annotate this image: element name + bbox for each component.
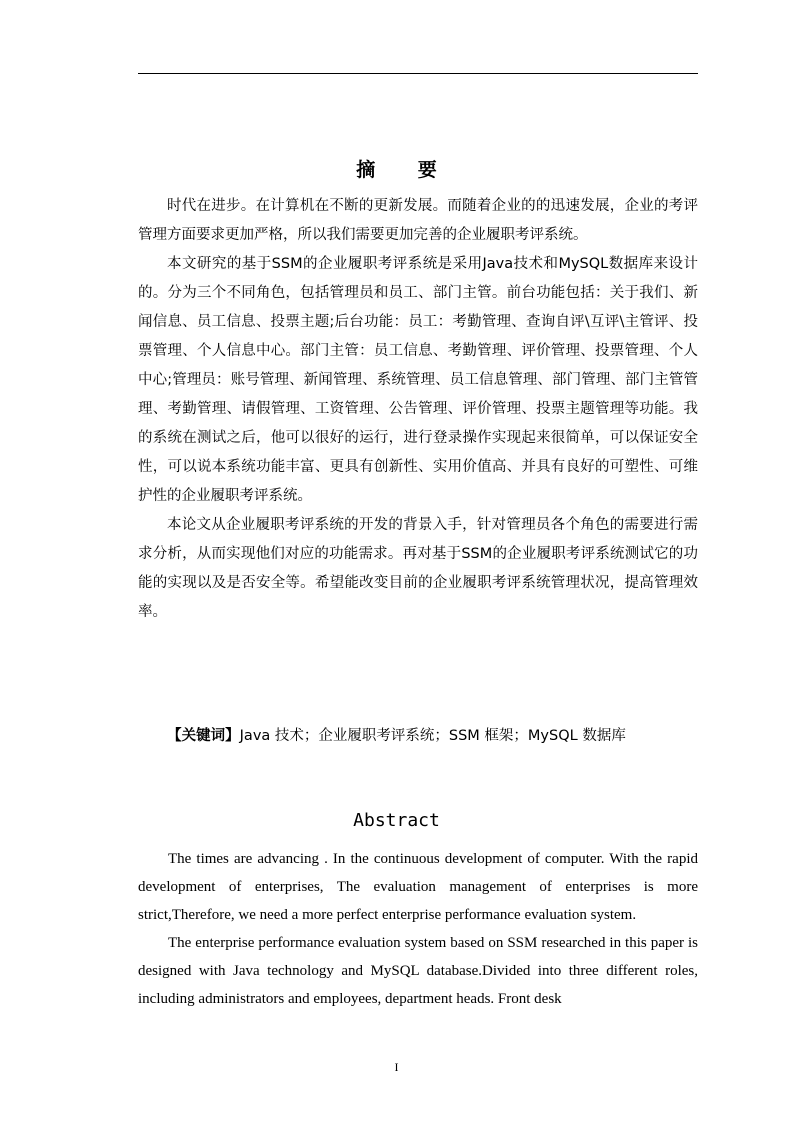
page-number: I: [394, 1060, 399, 1074]
abstract-cn-paragraph-2: 本文研究的基于SSM的企业履职考评系统是采用Java技术和MySQL数据库来设计的。分为三个不同角色，包括管理员和员工、部门主管。前台功能包括：关于我们、新闻信息、员工信息、投票主题;后台功能：员工：考勤管理、查询自评\互评\主管评、投票管理、个人信息中心。部门主管：员工信息、考勤管理、评价管理、投票管理、个人中心;管理员：账号管理、新闻管理、系统管理、员工信息管理、部门管理、部门主管管理、考勤管理、请假管理、工资管理、公告管理、评价管理、投票主题管理等功能。我的系统在测试之后，他可以很好的运行，进行登录操作实现起来很简单，可以保证安全性，可以说本系统功能丰富、更具有创新性、实用价值高、并具有良好的可塑性、可维护性的企业履职考评系统。: [138, 256, 698, 504]
abstract-en-paragraph-1: The times are advancing . In the continuous development of computer. With the rapid development of enterprises, The evaluation management of enterprises is more strict,Therefore, we need a more perfect enterprise performance evaluation system.: [138, 851, 698, 923]
abstract-en-paragraph-2: The enterprise performance evaluation system based on SSM researched in this paper is designed with Java technology and MySQL database.Divided into three different roles, including administrators and employees, department heads. Front desk: [138, 935, 698, 1007]
keywords-line: [0, 724, 793, 745]
abstract-cn-body: [138, 192, 698, 627]
abstract-cn-title: 摘 要: [356, 159, 455, 181]
abstract-en-body: [138, 845, 698, 1013]
keywords-label: 【关键词】: [167, 728, 240, 744]
abstract-cn-paragraph-1: 时代在进步。在计算机在不断的更新发展。而随着企业的的迅速发展，企业的考评管理方面要求更加严格，所以我们需要更加完善的企业履职考评系统。: [138, 198, 698, 243]
abstract-en-title: Abstract: [353, 810, 440, 831]
keywords-text: Java 技术；企业履职考评系统；SSM 框架；MySQL 数据库: [239, 728, 626, 744]
header-rule: [138, 73, 698, 74]
abstract-cn-paragraph-3: 本论文从企业履职考评系统的开发的背景入手，针对管理员各个角色的需要进行需求分析，从而实现他们对应的功能需求。再对基于SSM的企业履职考评系统测试它的功能的实现以及是否安全等。希望能改变目前的企业履职考评系统管理状况，提高管理效率。: [138, 517, 698, 620]
